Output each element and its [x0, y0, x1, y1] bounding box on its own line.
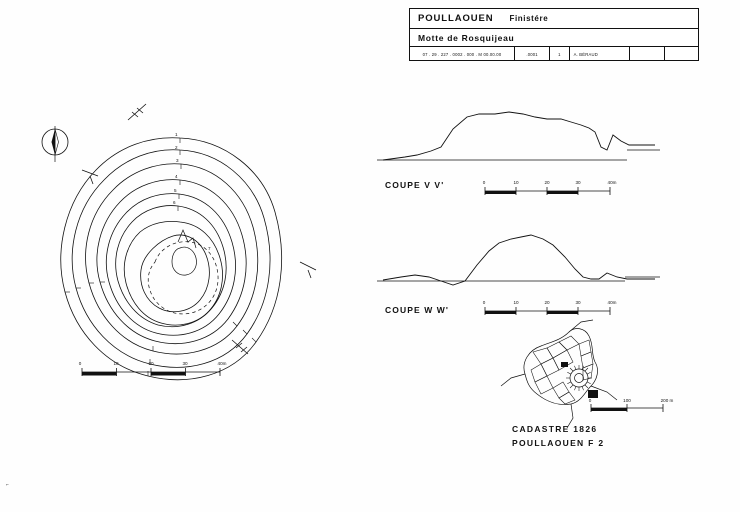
svg-text:20: 20 — [544, 300, 550, 305]
contour-3 — [86, 164, 258, 354]
cadastre-road-1 — [569, 320, 593, 332]
contour-4 — [97, 180, 246, 344]
svg-text:40m: 40m — [607, 300, 617, 305]
profile-ww — [383, 235, 655, 285]
compass-icon — [42, 126, 68, 162]
svg-text:0: 0 — [482, 180, 486, 185]
sheet-number-cell: 1 — [550, 47, 569, 61]
label-coupe-ww: COUPE W W' — [385, 305, 450, 315]
plan-scale-bar — [82, 368, 220, 376]
cadastre-scale-labels — [589, 398, 674, 403]
svg-text:200 m: 200 m — [660, 398, 674, 403]
contour-2 — [72, 150, 270, 368]
summit-peak — [178, 230, 196, 248]
svg-text:6: 6 — [173, 200, 176, 205]
summit-knob — [172, 247, 196, 275]
svg-text:4: 4 — [175, 174, 178, 179]
cadastre-caption-line2: POULLAOUEN F 2 — [512, 438, 605, 448]
commune-name: POULLAOUEN — [418, 13, 494, 24]
section-vv-scale-labels — [483, 180, 617, 185]
title-block-row-site — [410, 29, 698, 47]
svg-text:30: 30 — [575, 300, 581, 305]
section-marker-v-right — [300, 262, 316, 278]
svg-text:7: 7 — [208, 246, 211, 251]
title-block-row-commune — [410, 9, 698, 29]
cadastre-inset — [495, 318, 725, 458]
site-name: Motte de Rosquijeau — [418, 32, 515, 43]
svg-text:10: 10 — [513, 180, 519, 185]
profile-vv — [383, 112, 655, 160]
svg-text:10: 10 — [113, 361, 119, 366]
cadastre-scale-bar — [591, 404, 663, 412]
title-block-row-codes — [410, 47, 698, 61]
svg-text:2: 2 — [175, 145, 178, 150]
cadastre-solid-block-2 — [561, 362, 568, 367]
svg-text:20: 20 — [148, 361, 154, 366]
svg-text:1: 1 — [175, 132, 178, 137]
summit-outline — [141, 235, 210, 312]
svg-text:10: 10 — [513, 300, 519, 305]
title-block — [409, 8, 699, 61]
svg-text:30: 30 — [575, 180, 581, 185]
section-ww-scale-bar — [485, 307, 610, 315]
section-ww-scale-labels — [483, 300, 617, 305]
section-vv-scale-bar — [485, 187, 610, 195]
sheet-code-cell: .0001 — [515, 47, 550, 61]
departement-name: Finistére — [509, 14, 549, 23]
motte-symbol — [566, 365, 592, 391]
section-marker-w-top — [128, 104, 146, 120]
hachure-ticks — [65, 138, 256, 376]
svg-text:40m: 40m — [607, 180, 617, 185]
plan-drawing — [20, 90, 360, 400]
svg-text:30: 30 — [182, 361, 188, 366]
ref-code-cell: 07 . 29 . 227 . 0002 . 000 . M 00.00.00 — [410, 47, 515, 61]
sections-drawing — [375, 105, 725, 335]
svg-text:40m: 40m — [217, 361, 227, 366]
empty-cell-2 — [665, 47, 698, 61]
empty-cell-1 — [630, 47, 665, 61]
svg-text:5: 5 — [174, 188, 177, 193]
svg-text:3: 3 — [176, 158, 179, 163]
cadastre-caption-line1: CADASTRE 1826 — [512, 424, 598, 434]
svg-text:0: 0 — [482, 300, 486, 305]
label-coupe-vv: COUPE V V' — [385, 180, 445, 190]
svg-text:100: 100 — [623, 398, 631, 403]
sheet-corner-mark: ⌐ — [6, 482, 9, 488]
svg-text:0: 0 — [588, 398, 592, 403]
svg-text:0: 0 — [78, 361, 82, 366]
author-cell: A. BÉRAUD — [570, 47, 631, 61]
svg-text:20: 20 — [544, 180, 550, 185]
cadastre-solid-block-1 — [588, 390, 598, 398]
contour-6 — [116, 206, 226, 327]
contour-inner-7 — [124, 221, 222, 325]
dashed-platform — [148, 242, 218, 314]
cadastre-road-2 — [501, 374, 525, 386]
